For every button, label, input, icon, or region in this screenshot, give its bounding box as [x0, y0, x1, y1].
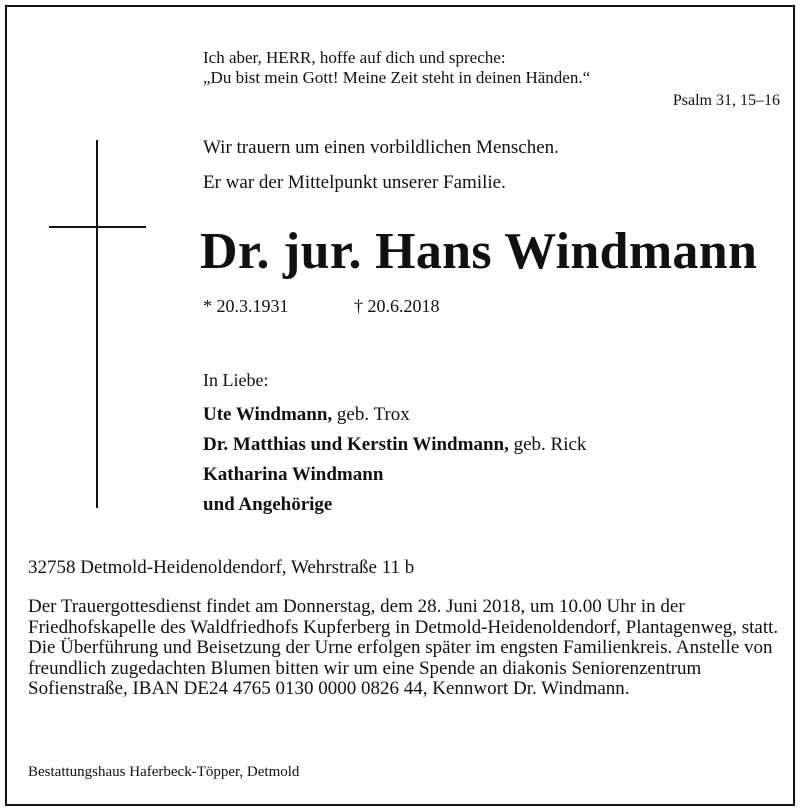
mourner-line: [203, 400, 586, 430]
mourner-note: geb. Rick: [508, 434, 587, 455]
cross-icon: [96, 140, 98, 508]
mourners-label: In Liebe:: [203, 370, 269, 390]
family-address: 32758 Detmold-Heidenoldendorf, Wehrstraße 11 b: [28, 557, 415, 578]
service-paragraph-1: Der Trauergottesdienst findet am Donnerstag, dem 28. Juni 2018, um 10.00 Uhr in der Friedhofskapelle des Waldfriedhofs Kupferberg in Detmold-Heidenoldendorf, Plantagenweg, statt.: [28, 596, 779, 638]
psalm-quote: [203, 48, 590, 88]
service-notice: [28, 597, 783, 700]
mourners-list: [203, 400, 586, 520]
mourner-name: Dr. Matthias und Kerstin Windmann,: [203, 434, 509, 455]
mourner-note: geb. Trox: [332, 404, 410, 425]
psalm-reference: Psalm 31, 15–16: [672, 92, 780, 109]
deceased-name: Dr. jur. Hans Windmann: [200, 223, 758, 280]
undertaker: Bestattungshaus Haferbeck-Töpper, Detmold: [28, 764, 300, 780]
cross-icon-crossbar: [49, 226, 146, 228]
birth-date: * 20.3.1931: [203, 296, 289, 316]
mourner-name: Katharina Windmann: [203, 464, 384, 485]
intro-line-2: Er war der Mittelpunkt unserer Familie.: [203, 172, 506, 193]
mourner-line: [203, 460, 586, 490]
psalm-line-2: „Du bist mein Gott! Meine Zeit steht in deinen Händen.“: [203, 68, 591, 87]
mourner-line: [203, 430, 586, 460]
psalm-line-1: Ich aber, HERR, hoffe auf dich und spreche:: [203, 48, 506, 67]
mourner-line: [203, 490, 586, 520]
mourner-name: und Angehörige: [203, 494, 333, 515]
death-date: † 20.6.2018: [354, 296, 440, 316]
service-paragraph-2: Die Überführung und Beisetzung der Urne erfolgen später im engsten Familienkreis. Anstelle von freundlich zugedachten Blumen bitten wir um eine Spende an diakonis Seniorenzentrum Sofienstraße, IBAN DE24 4765 0130 0000 0826 44, Kennwort Dr. Windmann.: [28, 637, 773, 699]
mourner-name: Ute Windmann,: [203, 404, 333, 425]
intro-line-1: Wir trauern um einen vorbildlichen Menschen.: [203, 137, 559, 158]
